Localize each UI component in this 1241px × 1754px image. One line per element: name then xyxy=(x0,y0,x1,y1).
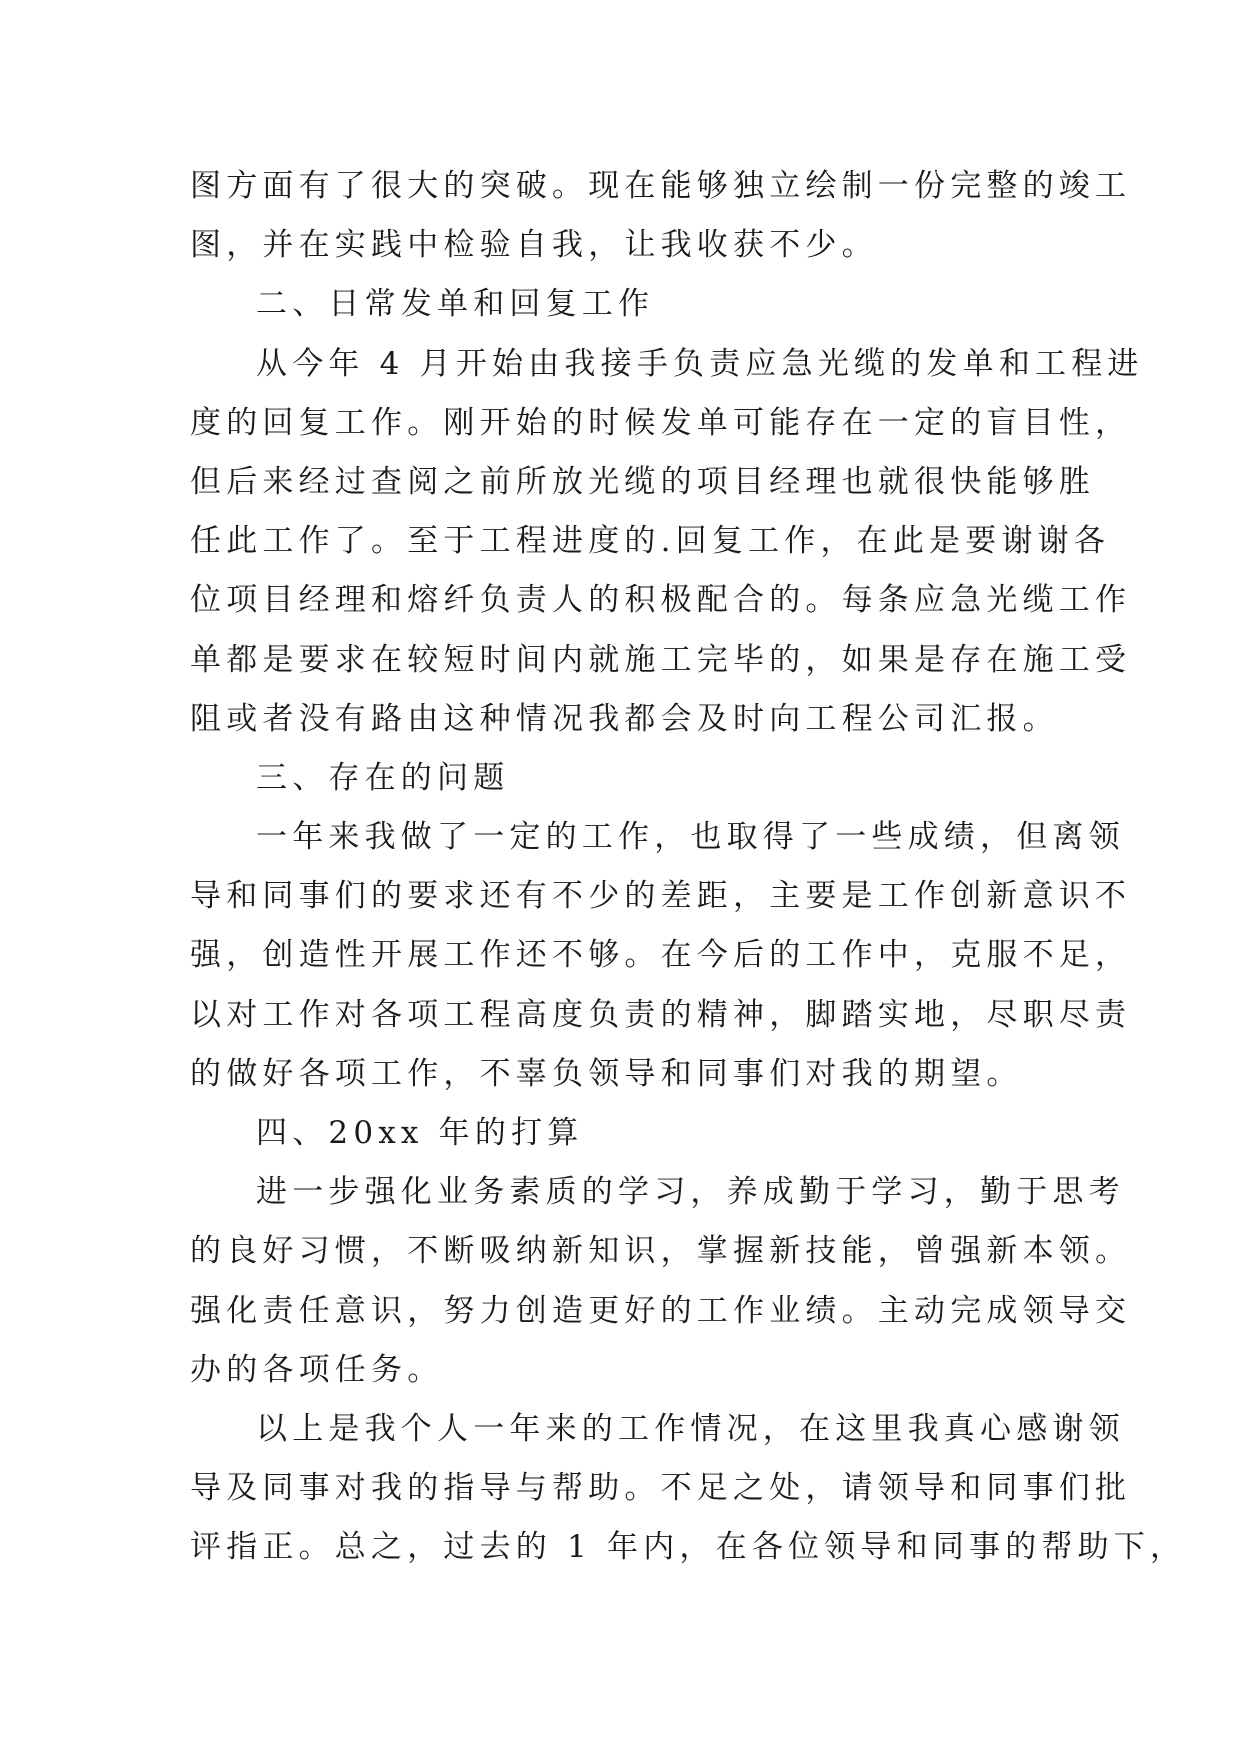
text-line: 位项目经理和熔纤负责人的积极配合的。每条应急光缆工作 xyxy=(190,582,1132,619)
text-line: 度的回复工作。刚开始的时候发单可能存在一定的盲目性， xyxy=(190,404,1132,441)
text-line: 任此工作了。至于工程进度的.回复工作，在此是要谢谢各 xyxy=(190,523,1111,560)
text-line: 以对工作对各项工程高度负责的精神，脚踏实地，尽职尽责 xyxy=(190,996,1132,1033)
text-line: 但后来经过查阅之前所放光缆的项目经理也就很快能够胜 xyxy=(190,463,1095,500)
document-body xyxy=(190,157,1187,1578)
text-line: 导及同事对我的指导与帮助。不足之处，请领导和同事们批 xyxy=(190,1470,1132,1507)
text-line: 单都是要求在较短时间内就施工完毕的，如果是存在施工受 xyxy=(190,641,1132,678)
text-line: 办的各项任务。 xyxy=(190,1351,444,1388)
paragraph-start: 以上是我个人一年来的工作情况，在这里我真心感谢领 xyxy=(256,1410,1125,1447)
text-line: 导和同事们的要求还有不少的差距，主要是工作创新意识不 xyxy=(190,878,1132,915)
text-line: 图，并在实践中检验自我，让我收获不少。 xyxy=(190,227,878,264)
text-line: 评指正。总之，过去的 1 年内，在各位领导和同事的帮助下， xyxy=(190,1529,1187,1566)
text-line: 强化责任意识，努力创造更好的工作业绩。主动完成领导交 xyxy=(190,1292,1132,1329)
text-line: 阻或者没有路由这种情况我都会及时向工程公司汇报。 xyxy=(190,700,1059,737)
section-heading: 二、日常发单和回复工作 xyxy=(256,286,655,323)
section-heading: 四、20xx 年的打算 xyxy=(256,1115,584,1151)
text-line: 的做好各项工作，不辜负领导和同事们对我的期望。 xyxy=(190,1055,1023,1092)
text-line: 强，创造性开展工作还不够。在今后的工作中，克服不足， xyxy=(190,937,1132,974)
paragraph-start: 从今年 4 月开始由我接手负责应急光缆的发单和工程进 xyxy=(256,345,1144,382)
paragraph-start: 进一步强化业务素质的学习，养成勤于学习，勤于思考 xyxy=(256,1174,1125,1211)
section-heading: 三、存在的问题 xyxy=(256,759,510,796)
paragraph-start: 一年来我做了一定的工作，也取得了一些成绩，但离领 xyxy=(256,819,1125,856)
text-line: 的良好习惯，不断吸纳新知识，掌握新技能，曾强新本领。 xyxy=(190,1233,1132,1270)
text-line: 图方面有了很大的突破。现在能够独立绘制一份完整的竣工 xyxy=(190,168,1132,204)
